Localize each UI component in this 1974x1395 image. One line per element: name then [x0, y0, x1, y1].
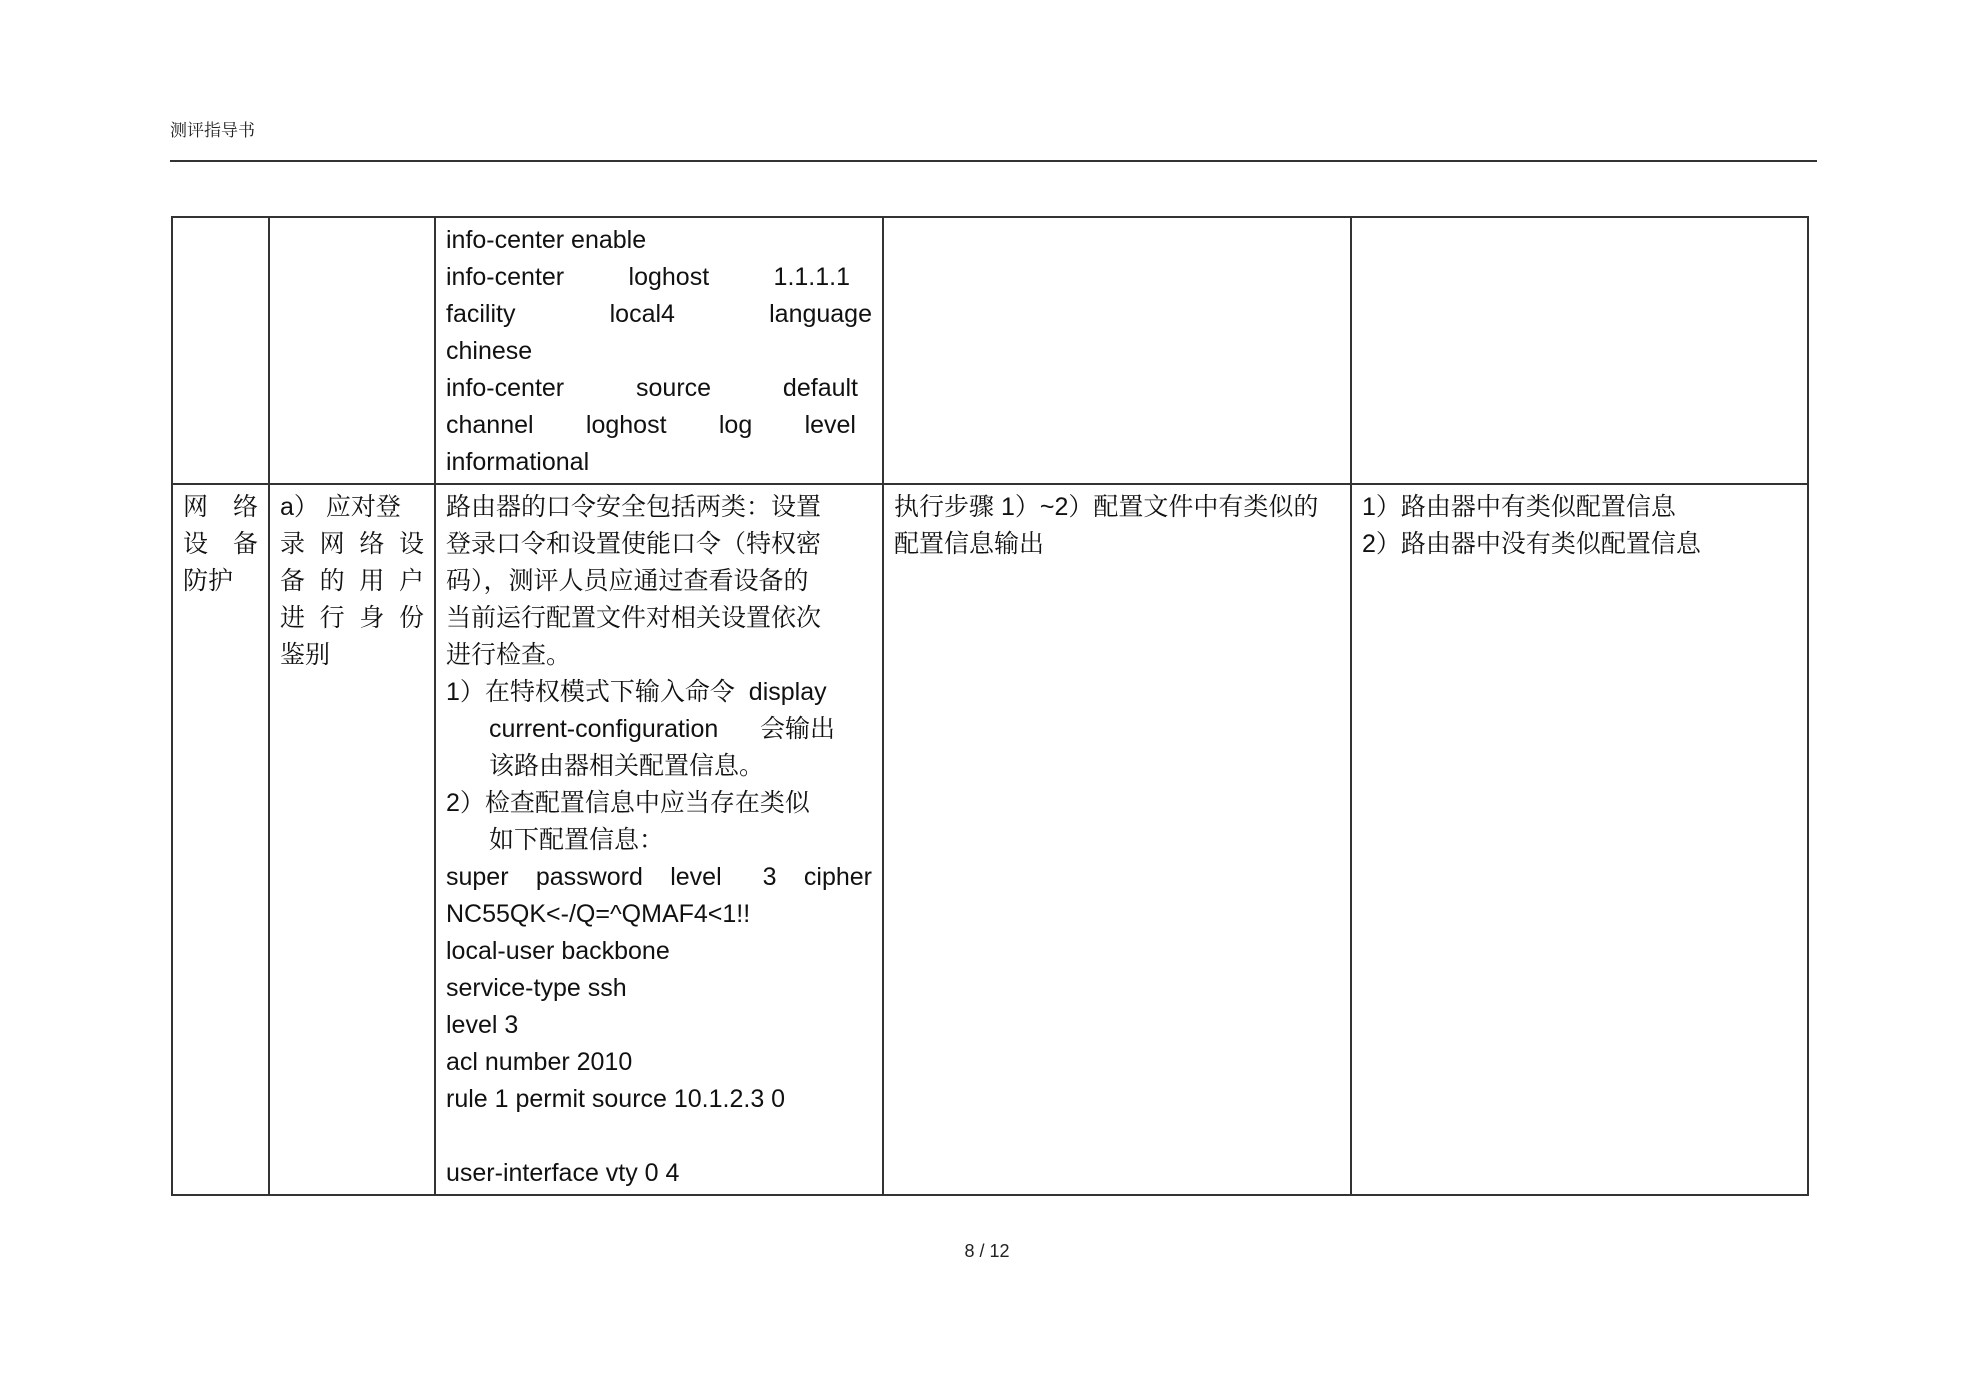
item-line: 鉴别: [280, 641, 331, 669]
expected-cell-empty: [883, 217, 1351, 484]
config-line: service-type ssh: [446, 974, 627, 1002]
config-line: info-center enable: [446, 226, 647, 254]
config-line: facility local4 language: [446, 300, 872, 328]
result-cell: [1351, 484, 1808, 1195]
step-line: 该路由器相关配置信息。: [489, 752, 765, 780]
step-line: 2）检查配置信息中应当存在类似: [446, 789, 810, 817]
header-divider: [170, 160, 1817, 162]
step-line: 1）在特权模式下输入命令 display: [446, 678, 827, 706]
method-line: 进行检查。: [446, 641, 572, 669]
method-line: 码），测评人员应通过查看设备的: [446, 567, 809, 595]
category-line: 防护: [183, 567, 234, 595]
table-row: [172, 217, 1808, 484]
category-cell-empty: [172, 217, 269, 484]
config-line: super password level 3 cipher: [446, 863, 872, 891]
config-line: channel loghost log level: [446, 411, 856, 439]
item-line: a） 应对登: [280, 493, 401, 521]
method-line: 登录口令和设置使能口令（特权密: [446, 530, 822, 558]
config-cell: [435, 217, 883, 484]
config-line: user-interface vty 0 4: [446, 1159, 680, 1187]
config-line: info-center loghost 1.1.1.1: [446, 263, 850, 291]
step-line: 如下配置信息：: [489, 826, 665, 854]
page-number: 8 / 12: [964, 1241, 1010, 1261]
result-cell-empty: [1351, 217, 1808, 484]
evaluation-table: [171, 216, 1809, 1196]
result-line: 1）路由器中有类似配置信息: [1362, 493, 1676, 521]
item-line: 进 行 身 份: [280, 604, 424, 632]
document-header-title: 测评指导书: [170, 121, 255, 140]
category-line: 网 络: [183, 493, 259, 521]
item-line: 录 网 络 设: [280, 530, 424, 558]
config-line: rule 1 permit source 10.1.2.3 0: [446, 1085, 786, 1113]
category-line: 设 备: [183, 530, 259, 558]
expected-cell: [883, 484, 1351, 1195]
method-line: 当前运行配置文件对相关设置依次: [446, 604, 822, 632]
item-cell: [269, 484, 435, 1195]
category-cell: [172, 484, 269, 1195]
blank-line: [446, 1118, 872, 1155]
step-line: current-configuration 会输出: [489, 715, 835, 743]
expected-result-text: 执行步骤 1）~2）配置文件中有类似的配置信息输出: [894, 493, 1319, 558]
config-line: NC55QK<-/Q=^QMAF4<1!!: [446, 900, 751, 928]
method-cell: [435, 484, 883, 1195]
config-line: chinese: [446, 337, 533, 365]
config-line: acl number 2010: [446, 1048, 633, 1076]
item-cell-empty: [269, 217, 435, 484]
config-line: local-user backbone: [446, 937, 670, 965]
config-line: informational: [446, 448, 590, 476]
config-line: level 3: [446, 1011, 519, 1039]
method-line: 路由器的口令安全包括两类：设置: [446, 493, 822, 521]
config-line: info-center source default: [446, 374, 858, 402]
result-line: 2）路由器中没有类似配置信息: [1362, 530, 1701, 558]
item-line: 备 的 用 户: [280, 567, 424, 595]
table-row: [172, 484, 1808, 1195]
